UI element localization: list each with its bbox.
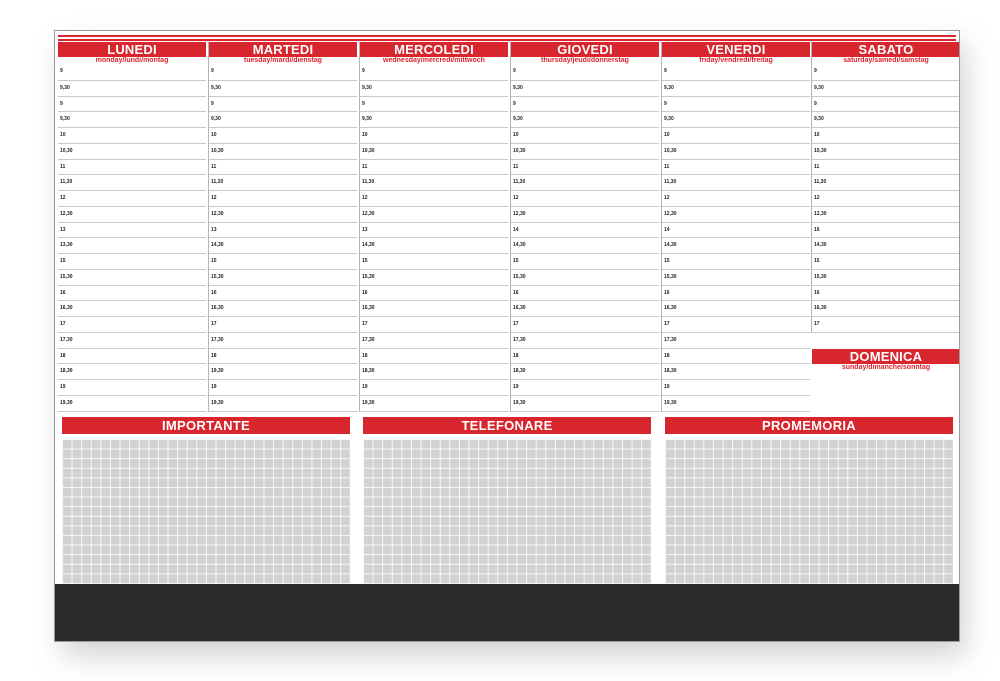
time-slot[interactable]: 19,30 bbox=[58, 396, 206, 412]
time-slot[interactable]: 12 bbox=[360, 191, 508, 207]
day-header: MERCOLEDI bbox=[360, 42, 508, 57]
time-slot[interactable]: 19 bbox=[360, 380, 508, 396]
time-slot[interactable]: 9,30 bbox=[360, 81, 508, 97]
time-slot[interactable]: 16 bbox=[209, 286, 357, 302]
time-slot[interactable]: 9 bbox=[511, 97, 659, 113]
day-column-giovedi bbox=[510, 42, 659, 412]
time-slot[interactable]: 9,30 bbox=[812, 112, 960, 128]
time-slot[interactable]: 17 bbox=[812, 317, 960, 333]
time-slot[interactable]: 10 bbox=[360, 128, 508, 144]
time-slot[interactable]: 11 bbox=[812, 160, 960, 176]
time-slot[interactable]: 19 bbox=[511, 380, 659, 396]
time-slot[interactable]: 16 bbox=[812, 223, 960, 239]
day-column-mercoledi bbox=[359, 42, 508, 412]
time-slot[interactable]: 9 bbox=[360, 97, 508, 113]
section-header: PROMEMORIA bbox=[665, 417, 953, 434]
time-slot[interactable]: 9 bbox=[662, 65, 810, 81]
time-slot[interactable]: 9 bbox=[812, 97, 960, 113]
time-slot[interactable]: 10,30 bbox=[511, 144, 659, 160]
time-slot[interactable]: 9 bbox=[58, 65, 206, 81]
day-subtitle: friday/vendredi/freitag bbox=[699, 57, 773, 64]
time-slot[interactable]: 13 bbox=[58, 223, 206, 239]
time-slot[interactable]: 12 bbox=[511, 191, 659, 207]
time-slot[interactable]: 15,30 bbox=[209, 270, 357, 286]
time-slot[interactable]: 11 bbox=[360, 160, 508, 176]
time-slot[interactable]: 11,30 bbox=[58, 175, 206, 191]
section-header: TELEFONARE bbox=[363, 417, 651, 434]
day-column-venerdi bbox=[661, 42, 810, 412]
day-subtitle: monday/lundi/montag bbox=[95, 57, 169, 64]
day-subtitle: saturday/samedi/samstag bbox=[843, 57, 929, 64]
time-slot[interactable]: 16 bbox=[58, 286, 206, 302]
time-slot[interactable]: 18 bbox=[511, 349, 659, 365]
time-slot[interactable]: 14,30 bbox=[662, 238, 810, 254]
time-slot[interactable]: 14,30 bbox=[812, 238, 960, 254]
time-slot[interactable]: 15 bbox=[662, 254, 810, 270]
time-slot[interactable]: 15,30 bbox=[812, 270, 960, 286]
time-slot[interactable]: 11 bbox=[662, 160, 810, 176]
time-slot[interactable]: 18 bbox=[662, 349, 810, 365]
time-slot[interactable]: 10,30 bbox=[58, 144, 206, 160]
top-rule bbox=[58, 39, 956, 41]
notes-section-importante bbox=[62, 417, 350, 584]
time-slot[interactable]: 10,30 bbox=[662, 144, 810, 160]
sunday-subtitle: sunday/dimanche/sonntag bbox=[841, 364, 931, 371]
time-slot[interactable]: 12 bbox=[58, 191, 206, 207]
day-subtitle: thursday/jeudi/donnerstag bbox=[541, 57, 629, 64]
time-slot[interactable]: 14 bbox=[511, 223, 659, 239]
time-slot[interactable]: 16,30 bbox=[360, 301, 508, 317]
time-slot[interactable]: 12,30 bbox=[662, 207, 810, 223]
time-slot[interactable]: 16 bbox=[662, 286, 810, 302]
time-slot[interactable]: 12 bbox=[662, 191, 810, 207]
time-slot[interactable]: 12 bbox=[812, 191, 960, 207]
time-slot[interactable]: 10 bbox=[511, 128, 659, 144]
time-slot[interactable]: 10 bbox=[662, 128, 810, 144]
time-slot[interactable]: 19 bbox=[662, 380, 810, 396]
time-slot[interactable]: 16,30 bbox=[209, 301, 357, 317]
time-slot[interactable]: 10,30 bbox=[360, 144, 508, 160]
section-header: IMPORTANTE bbox=[62, 417, 350, 434]
time-slot[interactable]: 12 bbox=[209, 191, 357, 207]
time-slot[interactable]: 9,30 bbox=[58, 112, 206, 128]
day-column-martedi bbox=[208, 42, 357, 412]
time-slot[interactable]: 17 bbox=[209, 317, 357, 333]
time-slot[interactable]: 15,30 bbox=[360, 270, 508, 286]
sunday-block bbox=[812, 349, 960, 372]
time-slot[interactable]: 9 bbox=[812, 65, 960, 81]
day-header: SABATO bbox=[812, 42, 960, 57]
time-slot[interactable]: 17 bbox=[58, 317, 206, 333]
day-header: LUNEDI bbox=[58, 42, 206, 57]
time-slot[interactable]: 16,30 bbox=[58, 301, 206, 317]
time-slot[interactable]: 14 bbox=[662, 223, 810, 239]
time-slot[interactable]: 18 bbox=[360, 349, 508, 365]
time-slot[interactable]: 16,30 bbox=[812, 301, 960, 317]
time-slot[interactable]: 10 bbox=[812, 128, 960, 144]
day-column-sabato bbox=[811, 42, 960, 371]
day-header: MARTEDI bbox=[209, 42, 357, 57]
time-slot[interactable]: 12,30 bbox=[209, 207, 357, 223]
time-slot[interactable]: 18,30 bbox=[662, 364, 810, 380]
time-slot[interactable]: 13,30 bbox=[58, 238, 206, 254]
notes-grid[interactable] bbox=[363, 439, 651, 584]
time-slot[interactable]: 9,30 bbox=[662, 81, 810, 97]
time-slot[interactable]: 19,30 bbox=[511, 396, 659, 412]
time-slot[interactable]: 9 bbox=[209, 65, 357, 81]
time-slot[interactable]: 11 bbox=[209, 160, 357, 176]
time-slot[interactable]: 13 bbox=[209, 223, 357, 239]
time-slot[interactable]: 10,30 bbox=[812, 144, 960, 160]
time-slot[interactable]: 12,30 bbox=[360, 207, 508, 223]
notes-section-promemoria bbox=[665, 417, 953, 584]
time-slot[interactable]: 17,30 bbox=[360, 333, 508, 349]
time-slot[interactable]: 11 bbox=[58, 160, 206, 176]
time-slot[interactable]: 9,30 bbox=[209, 81, 357, 97]
sunday-header: DOMENICA bbox=[812, 349, 960, 364]
time-slot[interactable]: 9 bbox=[209, 97, 357, 113]
time-slot[interactable]: 19,30 bbox=[209, 364, 357, 380]
time-slot[interactable]: 16,30 bbox=[511, 301, 659, 317]
time-slot[interactable]: 17 bbox=[360, 317, 508, 333]
time-slot[interactable]: 16,30 bbox=[662, 301, 810, 317]
time-slot[interactable]: 15,30 bbox=[58, 270, 206, 286]
weekly-planner-sheet bbox=[54, 30, 960, 642]
footer-band bbox=[55, 584, 959, 641]
time-slot[interactable]: 18 bbox=[58, 349, 206, 365]
time-slot[interactable]: 17 bbox=[662, 317, 810, 333]
time-slot[interactable]: 16 bbox=[360, 286, 508, 302]
time-slot[interactable]: 15 bbox=[58, 254, 206, 270]
time-slot[interactable]: 9,30 bbox=[812, 81, 960, 97]
time-slot[interactable]: 19,30 bbox=[360, 396, 508, 412]
notes-section-telefonare bbox=[363, 417, 651, 584]
time-slot[interactable]: 17,30 bbox=[662, 333, 810, 349]
time-slot[interactable]: 9,30 bbox=[662, 112, 810, 128]
time-slot[interactable]: 9 bbox=[511, 65, 659, 81]
time-slot[interactable]: 17,30 bbox=[511, 333, 659, 349]
time-slot[interactable]: 18,30 bbox=[58, 364, 206, 380]
time-slot[interactable]: 17,30 bbox=[58, 333, 206, 349]
time-slot[interactable]: 9,30 bbox=[511, 112, 659, 128]
time-slot[interactable]: 15 bbox=[511, 254, 659, 270]
time-slot[interactable]: 9,30 bbox=[58, 81, 206, 97]
day-header: VENERDI bbox=[662, 42, 810, 57]
time-slot[interactable]: 18,30 bbox=[511, 364, 659, 380]
time-slot[interactable]: 19,30 bbox=[209, 396, 357, 412]
day-subtitle: tuesday/mardi/dienstag bbox=[243, 57, 323, 64]
time-slot[interactable]: 11,30 bbox=[812, 175, 960, 191]
top-rule bbox=[58, 35, 956, 37]
time-slot[interactable]: 12,30 bbox=[58, 207, 206, 223]
time-slot[interactable]: 11 bbox=[511, 160, 659, 176]
time-slot[interactable]: 17,30 bbox=[209, 333, 357, 349]
time-slot[interactable]: 11,30 bbox=[511, 175, 659, 191]
time-slot[interactable]: 16 bbox=[511, 286, 659, 302]
notes-grid[interactable] bbox=[62, 439, 350, 584]
time-slot[interactable]: 14,30 bbox=[209, 238, 357, 254]
time-slot[interactable]: 9,30 bbox=[209, 112, 357, 128]
time-slot[interactable]: 11,30 bbox=[360, 175, 508, 191]
time-slot[interactable]: 15 bbox=[360, 254, 508, 270]
time-slot[interactable]: 12,30 bbox=[511, 207, 659, 223]
time-slot[interactable]: 12,30 bbox=[812, 207, 960, 223]
time-slot[interactable]: 10,30 bbox=[209, 144, 357, 160]
time-slot[interactable]: 9 bbox=[58, 97, 206, 113]
time-slot[interactable]: 18 bbox=[209, 349, 357, 365]
time-slot[interactable]: 9 bbox=[360, 65, 508, 81]
time-slot[interactable]: 10 bbox=[58, 128, 206, 144]
time-slot[interactable]: 11,30 bbox=[662, 175, 810, 191]
day-subtitle: wednesday/mercredi/mittwoch bbox=[383, 57, 485, 64]
time-slot[interactable]: 19 bbox=[58, 380, 206, 396]
time-slot[interactable]: 9 bbox=[662, 97, 810, 113]
time-slot[interactable]: 14,30 bbox=[511, 238, 659, 254]
time-slot[interactable]: 14,30 bbox=[360, 238, 508, 254]
time-slot[interactable]: 15 bbox=[812, 254, 960, 270]
time-slot[interactable]: 15,30 bbox=[662, 270, 810, 286]
notes-grid[interactable] bbox=[665, 439, 953, 584]
time-slot[interactable]: 15,30 bbox=[511, 270, 659, 286]
time-slot[interactable]: 16 bbox=[812, 286, 960, 302]
time-slot[interactable]: 18,30 bbox=[360, 364, 508, 380]
day-column-lunedi bbox=[58, 42, 206, 412]
time-slot[interactable]: 10 bbox=[209, 128, 357, 144]
time-slot[interactable]: 17 bbox=[511, 317, 659, 333]
time-slot[interactable]: 15 bbox=[209, 254, 357, 270]
day-header: GIOVEDI bbox=[511, 42, 659, 57]
time-slot[interactable]: 13 bbox=[360, 223, 508, 239]
time-slot[interactable]: 11,30 bbox=[209, 175, 357, 191]
time-slot[interactable]: 9,30 bbox=[360, 112, 508, 128]
time-slot[interactable]: 19 bbox=[209, 380, 357, 396]
time-slot[interactable]: 19,30 bbox=[662, 396, 810, 412]
time-slot[interactable]: 9,30 bbox=[511, 81, 659, 97]
